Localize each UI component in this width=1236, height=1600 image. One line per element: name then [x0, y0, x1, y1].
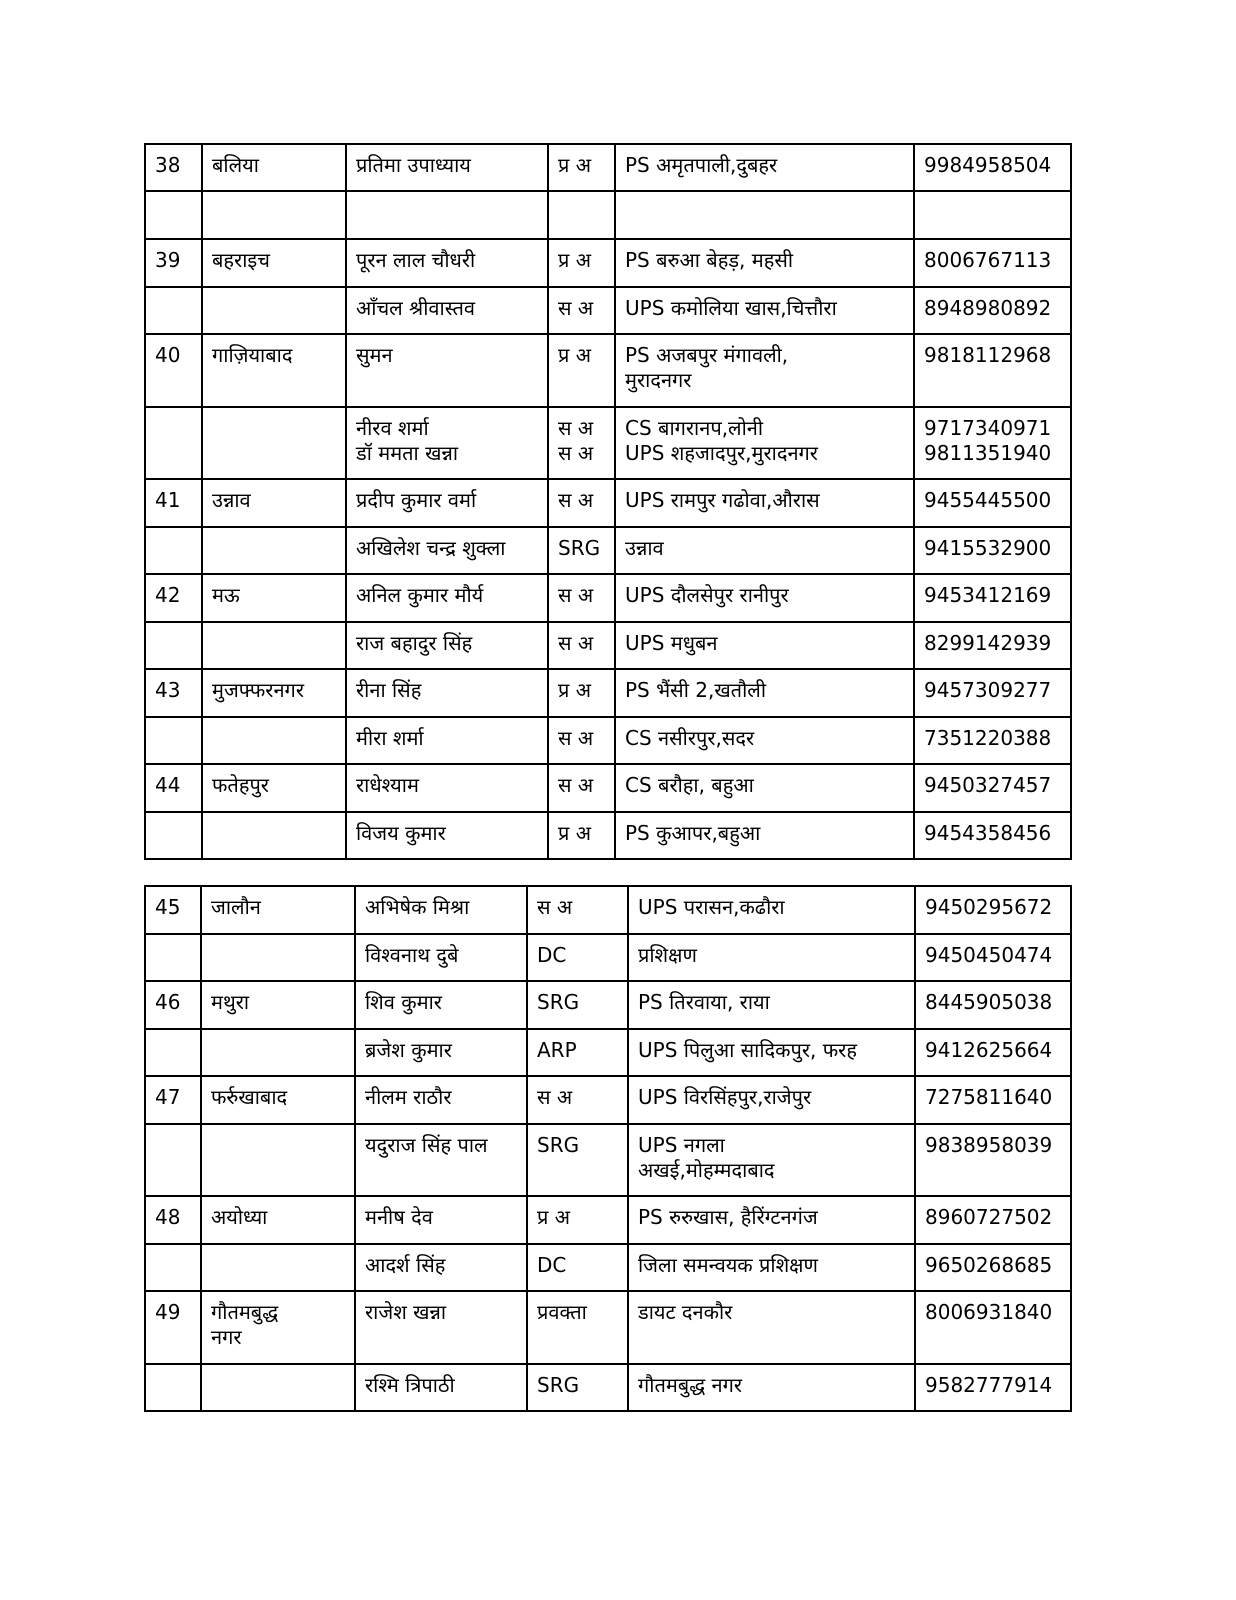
cell-text: प्रशिक्षण — [638, 943, 697, 967]
person-name-cell — [346, 479, 548, 527]
district-cell — [202, 287, 346, 334]
cell-text: स अ — [537, 1085, 573, 1109]
cell-text: स अ — [537, 895, 573, 919]
district-cell — [201, 934, 355, 981]
cell-text: राज बहादुर सिंह — [356, 631, 473, 655]
cell-text: 43 — [155, 678, 181, 702]
designation-cell — [548, 239, 615, 287]
school-address-cell — [628, 981, 915, 1029]
cell-text: 9818112968 — [924, 343, 1052, 367]
cell-text: 9717340971 — [924, 416, 1052, 440]
phone-number-cell — [914, 287, 1071, 334]
person-name-cell — [355, 934, 527, 981]
cell-text: 49 — [155, 1300, 181, 1324]
person-name-cell — [346, 669, 548, 717]
phone-number-cell — [915, 981, 1071, 1029]
person-name-cell — [355, 1244, 527, 1291]
district-cell — [202, 622, 346, 669]
cell-text: PS अमृतपाली,दुबहर — [625, 153, 778, 177]
cell-text: राजेश खन्ना — [365, 1300, 447, 1324]
cell-text: अखई,मोहम्मदाबाद — [638, 1158, 775, 1182]
serial-number-cell — [145, 981, 201, 1029]
serial-number-cell — [145, 287, 202, 334]
serial-number-cell — [145, 669, 202, 717]
serial-number-cell — [145, 764, 202, 812]
cell-text: 40 — [155, 343, 181, 367]
cell-text: गौतमबुद्ध — [211, 1300, 279, 1324]
cell-text: 9811351940 — [924, 441, 1052, 465]
district-cell — [201, 886, 355, 934]
serial-number-cell — [145, 407, 202, 479]
cell-text: नगर — [211, 1325, 242, 1349]
cell-text: उन्नाव — [212, 488, 251, 512]
cell-text: UPS कमोलिया खास,चित्तौरा — [625, 296, 837, 320]
cell-text: PS बरुआ बेहड़, महसी — [625, 248, 794, 272]
district-cell — [202, 239, 346, 287]
cell-text: 9412625664 — [925, 1038, 1053, 1062]
phone-number-cell — [914, 479, 1071, 527]
cell-text: 47 — [155, 1085, 181, 1109]
district-cell — [201, 1076, 355, 1124]
designation-cell — [527, 1196, 628, 1244]
cell-text: 9454358456 — [924, 821, 1052, 845]
cell-text: 9455445500 — [924, 488, 1052, 512]
district-cell — [202, 191, 346, 239]
cell-text: रीना सिंह — [356, 678, 422, 702]
table-row — [145, 287, 1071, 334]
designation-cell — [527, 1364, 628, 1411]
cell-text: UPS मधुबन — [625, 631, 718, 655]
serial-number-cell — [145, 1244, 201, 1291]
serial-number-cell — [145, 191, 202, 239]
school-address-cell — [615, 764, 914, 812]
cell-text: 9838958039 — [925, 1133, 1053, 1157]
table-row — [145, 1244, 1071, 1291]
district-cell — [201, 981, 355, 1029]
table-row — [145, 1291, 1071, 1364]
school-address-cell — [615, 574, 914, 622]
cell-text: विजय कुमार — [356, 821, 446, 845]
school-address-cell — [615, 239, 914, 287]
cell-text: 9415532900 — [924, 536, 1052, 560]
table-row — [145, 191, 1071, 239]
cell-text: PS रुरुखास, हैरिंग्टनगंज — [638, 1205, 818, 1229]
cell-text: स अ — [558, 296, 594, 320]
table-row — [145, 144, 1071, 191]
person-name-cell — [355, 886, 527, 934]
table-row — [145, 1076, 1071, 1124]
table-row — [145, 812, 1071, 859]
cell-text: मुजफ्फरनगर — [212, 678, 304, 702]
district-cell — [202, 574, 346, 622]
designation-cell — [548, 287, 615, 334]
phone-number-cell — [915, 1029, 1071, 1076]
phone-number-cell — [914, 527, 1071, 574]
school-address-cell — [628, 934, 915, 981]
cell-text: स अ — [558, 773, 594, 797]
table-row — [145, 934, 1071, 981]
designation-cell — [548, 764, 615, 812]
serial-number-cell — [145, 1196, 201, 1244]
school-address-cell — [615, 669, 914, 717]
cell-text: UPS पिलुआ सादिकपुर, फरह — [638, 1038, 857, 1062]
cell-text: यदुराज सिंह पाल — [365, 1133, 488, 1157]
cell-text: बहराइच — [212, 248, 270, 272]
cell-text: 8006931840 — [925, 1300, 1053, 1324]
designation-cell — [548, 407, 615, 479]
designation-cell — [548, 334, 615, 407]
person-name-cell — [346, 717, 548, 764]
table-body-2 — [145, 886, 1071, 1411]
cell-text: प्र अ — [558, 821, 592, 845]
cell-text: DC — [537, 1253, 567, 1277]
school-address-cell — [628, 1124, 915, 1196]
cell-text: CS नसीरपुर,सदर — [625, 726, 755, 750]
designation-cell — [548, 574, 615, 622]
cell-text: गौतमबुद्ध नगर — [638, 1373, 743, 1397]
person-name-cell — [346, 144, 548, 191]
designation-cell — [527, 1029, 628, 1076]
cell-text: UPS दौलसेपुर रानीपुर — [625, 583, 789, 607]
cell-text: 8299142939 — [924, 631, 1052, 655]
cell-text: मीरा शर्मा — [356, 726, 424, 750]
cell-text: PS अजबपुर मंगावली, — [625, 343, 789, 367]
cell-text: प्र अ — [558, 248, 592, 272]
cell-text: प्र अ — [558, 678, 592, 702]
cell-text: 8006767113 — [924, 248, 1052, 272]
district-cell — [201, 1291, 355, 1364]
cell-text: उन्नाव — [625, 536, 664, 560]
district-cell — [201, 1124, 355, 1196]
school-address-cell — [615, 334, 914, 407]
cell-text: स अ — [558, 583, 594, 607]
cell-text: प्र अ — [558, 343, 592, 367]
cell-text: अभिषेक मिश्रा — [365, 895, 470, 919]
school-address-cell — [628, 886, 915, 934]
cell-text: 44 — [155, 773, 181, 797]
cell-text: स अ — [558, 726, 594, 750]
cell-text: 41 — [155, 488, 181, 512]
cell-text: 8948980892 — [924, 296, 1052, 320]
person-name-cell — [346, 574, 548, 622]
cell-text: फर्रुखाबाद — [211, 1085, 288, 1109]
phone-number-cell — [914, 812, 1071, 859]
table-row — [145, 622, 1071, 669]
cell-text: अखिलेश चन्द्र शुक्ला — [356, 536, 506, 560]
table-row — [145, 1029, 1071, 1076]
cell-text: SRG — [537, 1373, 580, 1397]
table-row — [145, 669, 1071, 717]
school-address-cell — [615, 287, 914, 334]
table-row — [145, 527, 1071, 574]
phone-number-cell — [915, 1124, 1071, 1196]
designation-cell — [548, 812, 615, 859]
cell-text: जालौन — [211, 895, 261, 919]
person-name-cell — [346, 622, 548, 669]
cell-text: CS बागरानप,लोनी — [625, 416, 764, 440]
cell-text: CS बरौहा, बहुआ — [625, 773, 754, 797]
person-name-cell — [346, 191, 548, 239]
cell-text: राधेश्याम — [356, 773, 419, 797]
cell-text: 9450327457 — [924, 773, 1052, 797]
cell-text: विश्वनाथ दुबे — [365, 943, 459, 967]
serial-number-cell — [145, 934, 201, 981]
cell-text: आदर्श सिंह — [365, 1253, 446, 1277]
cell-text: 8960727502 — [925, 1205, 1053, 1229]
phone-number-cell — [915, 1076, 1071, 1124]
phone-number-cell — [914, 407, 1071, 479]
cell-text: UPS नगला — [638, 1133, 725, 1157]
serial-number-cell — [145, 527, 202, 574]
cell-text: ब्रजेश कुमार — [365, 1038, 452, 1062]
district-cell — [202, 717, 346, 764]
cell-text: 9450295672 — [925, 895, 1053, 919]
cell-text: फतेहपुर — [212, 773, 269, 797]
school-address-cell — [615, 717, 914, 764]
cell-text: स अ — [558, 441, 594, 465]
district-cell — [201, 1196, 355, 1244]
cell-text: SRG — [537, 990, 580, 1014]
cell-text: नीरव शर्मा — [356, 416, 429, 440]
phone-number-cell — [915, 934, 1071, 981]
cell-text: प्रतिमा उपाध्याय — [356, 153, 471, 177]
table-row — [145, 717, 1071, 764]
cell-text: 8445905038 — [925, 990, 1053, 1014]
cell-text: 48 — [155, 1205, 181, 1229]
cell-text: UPS शहजादपुर,मुरादनगर — [625, 441, 818, 465]
cell-text: PS तिरवाया, राया — [638, 990, 770, 1014]
serial-number-cell — [145, 1291, 201, 1364]
person-name-cell — [346, 764, 548, 812]
table-row — [145, 1196, 1071, 1244]
district-cell — [202, 812, 346, 859]
school-address-cell — [628, 1364, 915, 1411]
phone-number-cell — [915, 886, 1071, 934]
phone-number-cell — [915, 1244, 1071, 1291]
designation-cell — [527, 1076, 628, 1124]
designation-cell — [548, 144, 615, 191]
school-address-cell — [628, 1291, 915, 1364]
cell-text: 9984958504 — [924, 153, 1052, 177]
cell-text: 7351220388 — [924, 726, 1052, 750]
cell-text: प्रदीप कुमार वर्मा — [356, 488, 477, 512]
serial-number-cell — [145, 886, 201, 934]
designation-cell — [548, 669, 615, 717]
person-name-cell — [346, 407, 548, 479]
table-row — [145, 1124, 1071, 1196]
designation-cell — [527, 1124, 628, 1196]
cell-text: 45 — [155, 895, 181, 919]
cell-text: मऊ — [212, 583, 240, 607]
person-name-cell — [346, 287, 548, 334]
person-name-cell — [355, 1291, 527, 1364]
person-name-cell — [346, 527, 548, 574]
designation-cell — [527, 886, 628, 934]
cell-text: 42 — [155, 583, 181, 607]
district-contact-table-1 — [144, 143, 1072, 860]
person-name-cell — [346, 239, 548, 287]
designation-cell — [548, 622, 615, 669]
designation-cell — [548, 717, 615, 764]
school-address-cell — [615, 407, 914, 479]
person-name-cell — [355, 1364, 527, 1411]
district-cell — [202, 144, 346, 191]
cell-text: अयोध्या — [211, 1205, 268, 1229]
cell-text: UPS रामपुर गढोवा,औरास — [625, 488, 820, 512]
cell-text: प्र अ — [558, 153, 592, 177]
cell-text: मथुरा — [211, 990, 250, 1014]
serial-number-cell — [145, 812, 202, 859]
district-cell — [201, 1244, 355, 1291]
cell-text: प्र अ — [537, 1205, 571, 1229]
serial-number-cell — [145, 717, 202, 764]
cell-text: मुरादनगर — [625, 368, 692, 392]
phone-number-cell — [914, 717, 1071, 764]
district-cell — [202, 669, 346, 717]
school-address-cell — [615, 479, 914, 527]
cell-text: डॉ ममता खन्ना — [356, 441, 459, 465]
table-row — [145, 334, 1071, 407]
cell-text: शिव कुमार — [365, 990, 442, 1014]
table-row — [145, 886, 1071, 934]
cell-text: नीलम राठौर — [365, 1085, 452, 1109]
table-row — [145, 239, 1071, 287]
phone-number-cell — [914, 669, 1071, 717]
cell-text: 7275811640 — [925, 1085, 1053, 1109]
phone-number-cell — [914, 239, 1071, 287]
phone-number-cell — [915, 1291, 1071, 1364]
serial-number-cell — [145, 1364, 201, 1411]
cell-text: 39 — [155, 248, 181, 272]
table-row — [145, 574, 1071, 622]
cell-text: 9582777914 — [925, 1373, 1053, 1397]
district-contact-table-2 — [144, 885, 1072, 1412]
cell-text: 38 — [155, 153, 181, 177]
cell-text: UPS विरसिंहपुर,राजेपुर — [638, 1085, 812, 1109]
table-row — [145, 407, 1071, 479]
cell-text: SRG — [558, 536, 601, 560]
person-name-cell — [355, 1029, 527, 1076]
cell-text: बलिया — [212, 153, 259, 177]
cell-text: 9650268685 — [925, 1253, 1053, 1277]
phone-number-cell — [915, 1196, 1071, 1244]
designation-cell — [527, 934, 628, 981]
school-address-cell — [615, 812, 914, 859]
district-cell — [202, 764, 346, 812]
school-address-cell — [628, 1029, 915, 1076]
person-name-cell — [346, 812, 548, 859]
serial-number-cell — [145, 239, 202, 287]
designation-cell — [527, 981, 628, 1029]
serial-number-cell — [145, 144, 202, 191]
serial-number-cell — [145, 622, 202, 669]
cell-text: पूरन लाल चौधरी — [356, 248, 476, 272]
table-row — [145, 981, 1071, 1029]
phone-number-cell — [914, 334, 1071, 407]
designation-cell — [548, 479, 615, 527]
table-row — [145, 479, 1071, 527]
phone-number-cell — [914, 622, 1071, 669]
cell-text: सुमन — [356, 343, 393, 367]
person-name-cell — [355, 1124, 527, 1196]
school-address-cell — [628, 1196, 915, 1244]
cell-text: 9457309277 — [924, 678, 1052, 702]
cell-text: PS भैंसी 2,खतौली — [625, 678, 766, 702]
district-cell — [201, 1029, 355, 1076]
cell-text: गाज़ियाबाद — [212, 343, 293, 367]
serial-number-cell — [145, 479, 202, 527]
phone-number-cell — [915, 1364, 1071, 1411]
cell-text: जिला समन्वयक प्रशिक्षण — [638, 1253, 818, 1277]
school-address-cell — [628, 1076, 915, 1124]
cell-text: 9453412169 — [924, 583, 1052, 607]
serial-number-cell — [145, 1029, 201, 1076]
table-row — [145, 764, 1071, 812]
district-cell — [202, 407, 346, 479]
table-body-1 — [145, 144, 1071, 859]
phone-number-cell — [914, 144, 1071, 191]
cell-text: स अ — [558, 631, 594, 655]
district-cell — [201, 1364, 355, 1411]
cell-text: UPS परासन,कढौरा — [638, 895, 785, 919]
cell-text: मनीष देव — [365, 1205, 433, 1229]
school-address-cell — [615, 622, 914, 669]
school-address-cell — [615, 527, 914, 574]
cell-text: 9450450474 — [925, 943, 1053, 967]
person-name-cell — [355, 981, 527, 1029]
cell-text: PS कुआपर,बहुआ — [625, 821, 761, 845]
designation-cell — [527, 1244, 628, 1291]
cell-text: ARP — [537, 1038, 577, 1062]
cell-text: प्रवक्ता — [537, 1300, 587, 1324]
designation-cell — [548, 191, 615, 239]
person-name-cell — [346, 334, 548, 407]
person-name-cell — [355, 1196, 527, 1244]
table-row — [145, 1364, 1071, 1411]
cell-text: स अ — [558, 416, 594, 440]
designation-cell — [548, 527, 615, 574]
phone-number-cell — [914, 764, 1071, 812]
district-cell — [202, 479, 346, 527]
school-address-cell — [615, 144, 914, 191]
cell-text: DC — [537, 943, 567, 967]
cell-text: आँचल श्रीवास्तव — [356, 296, 475, 320]
designation-cell — [527, 1291, 628, 1364]
cell-text: रश्मि त्रिपाठी — [365, 1373, 455, 1397]
school-address-cell — [615, 191, 914, 239]
district-cell — [202, 527, 346, 574]
serial-number-cell — [145, 1124, 201, 1196]
cell-text: SRG — [537, 1133, 580, 1157]
serial-number-cell — [145, 334, 202, 407]
cell-text: स अ — [558, 488, 594, 512]
serial-number-cell — [145, 1076, 201, 1124]
cell-text: 46 — [155, 990, 181, 1014]
phone-number-cell — [914, 191, 1071, 239]
cell-text: डायट दनकौर — [638, 1300, 733, 1324]
cell-text: अनिल कुमार मौर्य — [356, 583, 484, 607]
serial-number-cell — [145, 574, 202, 622]
phone-number-cell — [914, 574, 1071, 622]
district-cell — [202, 334, 346, 407]
person-name-cell — [355, 1076, 527, 1124]
school-address-cell — [628, 1244, 915, 1291]
